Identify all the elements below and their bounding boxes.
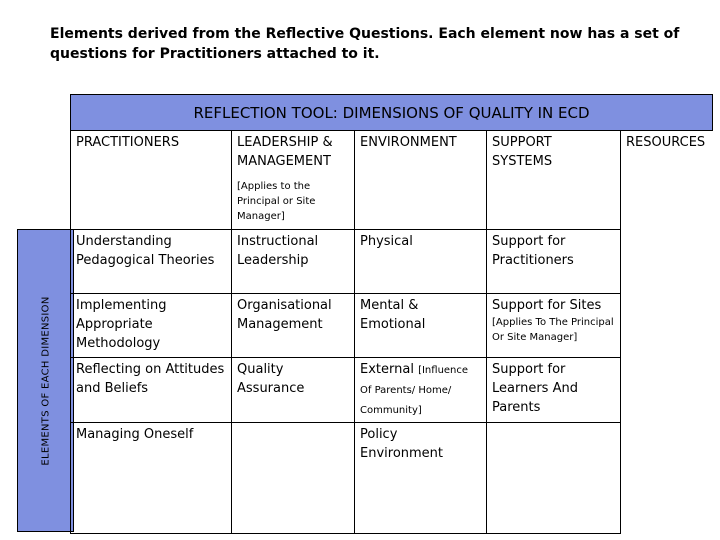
cell-leadership [232, 423, 355, 534]
cell-support-label: Support for Sites [492, 298, 602, 313]
side-label: ELEMENTS OF EACH DIMENSION [40, 295, 51, 466]
table-title [70, 94, 713, 131]
header-resources-label: RESOURCES [626, 134, 706, 150]
cell-practitioners: Reflecting on Attitudes and Beliefs [71, 358, 232, 423]
table-title-text: REFLECTION TOOL: DIMENSIONS OF QUALITY IN ECD [193, 103, 590, 122]
cell-environment [355, 358, 487, 423]
header-row [71, 131, 713, 230]
table-row [71, 423, 713, 534]
side-label-column [17, 229, 74, 532]
intro-text [50, 24, 690, 64]
cell-environment-note: [Influence Of Parents/ Home/ Community] [360, 365, 469, 416]
table-row [71, 358, 713, 423]
table-row [71, 230, 713, 294]
cell-practitioners: Managing Oneself [71, 423, 232, 534]
header-environment-label: ENVIRONMENT [360, 135, 457, 150]
cell-environment: Policy Environment [355, 423, 487, 534]
header-support [487, 131, 621, 230]
cell-leadership: Organisational Management [232, 294, 355, 358]
cell-practitioners: Implementing Appropriate Methodology [71, 294, 232, 358]
cell-resources [621, 294, 713, 358]
cell-support: Support for Practitioners [487, 230, 621, 294]
cell-practitioners: Understanding Pedagogical Theories [71, 230, 232, 294]
intro-line-1: Elements derived from the Reflective Questions. Each element now has a set of [50, 26, 680, 42]
header-leadership [232, 131, 355, 230]
cell-support [487, 294, 621, 358]
cell-environment: Mental & Emotional [355, 294, 487, 358]
cell-support-note: [Applies To The Principal Or Site Manager] [492, 317, 614, 343]
cell-environment: Physical [355, 230, 487, 294]
cell-leadership: Quality Assurance [232, 358, 355, 423]
cell-resources [621, 230, 713, 294]
cell-resources [621, 423, 713, 534]
cell-environment-label: External [360, 362, 414, 377]
header-resources [621, 131, 713, 230]
cell-resources [621, 358, 713, 423]
header-leadership-note: [Applies to the Principal or Site Manager] [237, 181, 316, 222]
header-leadership-label: LEADERSHIP & MANAGEMENT [237, 135, 333, 169]
cell-leadership: Instructional Leadership [232, 230, 355, 294]
table-row [71, 294, 713, 358]
header-environment [355, 131, 487, 230]
dimensions-table [70, 130, 713, 534]
header-practitioners-label: PRACTITIONERS [76, 135, 180, 150]
header-support-label: SUPPORT SYSTEMS [492, 135, 553, 169]
intro-line-2: questions for Practitioners attached to it. [50, 46, 380, 62]
header-practitioners [71, 131, 232, 230]
cell-support [487, 423, 621, 534]
cell-support: Support for Learners And Parents [487, 358, 621, 423]
